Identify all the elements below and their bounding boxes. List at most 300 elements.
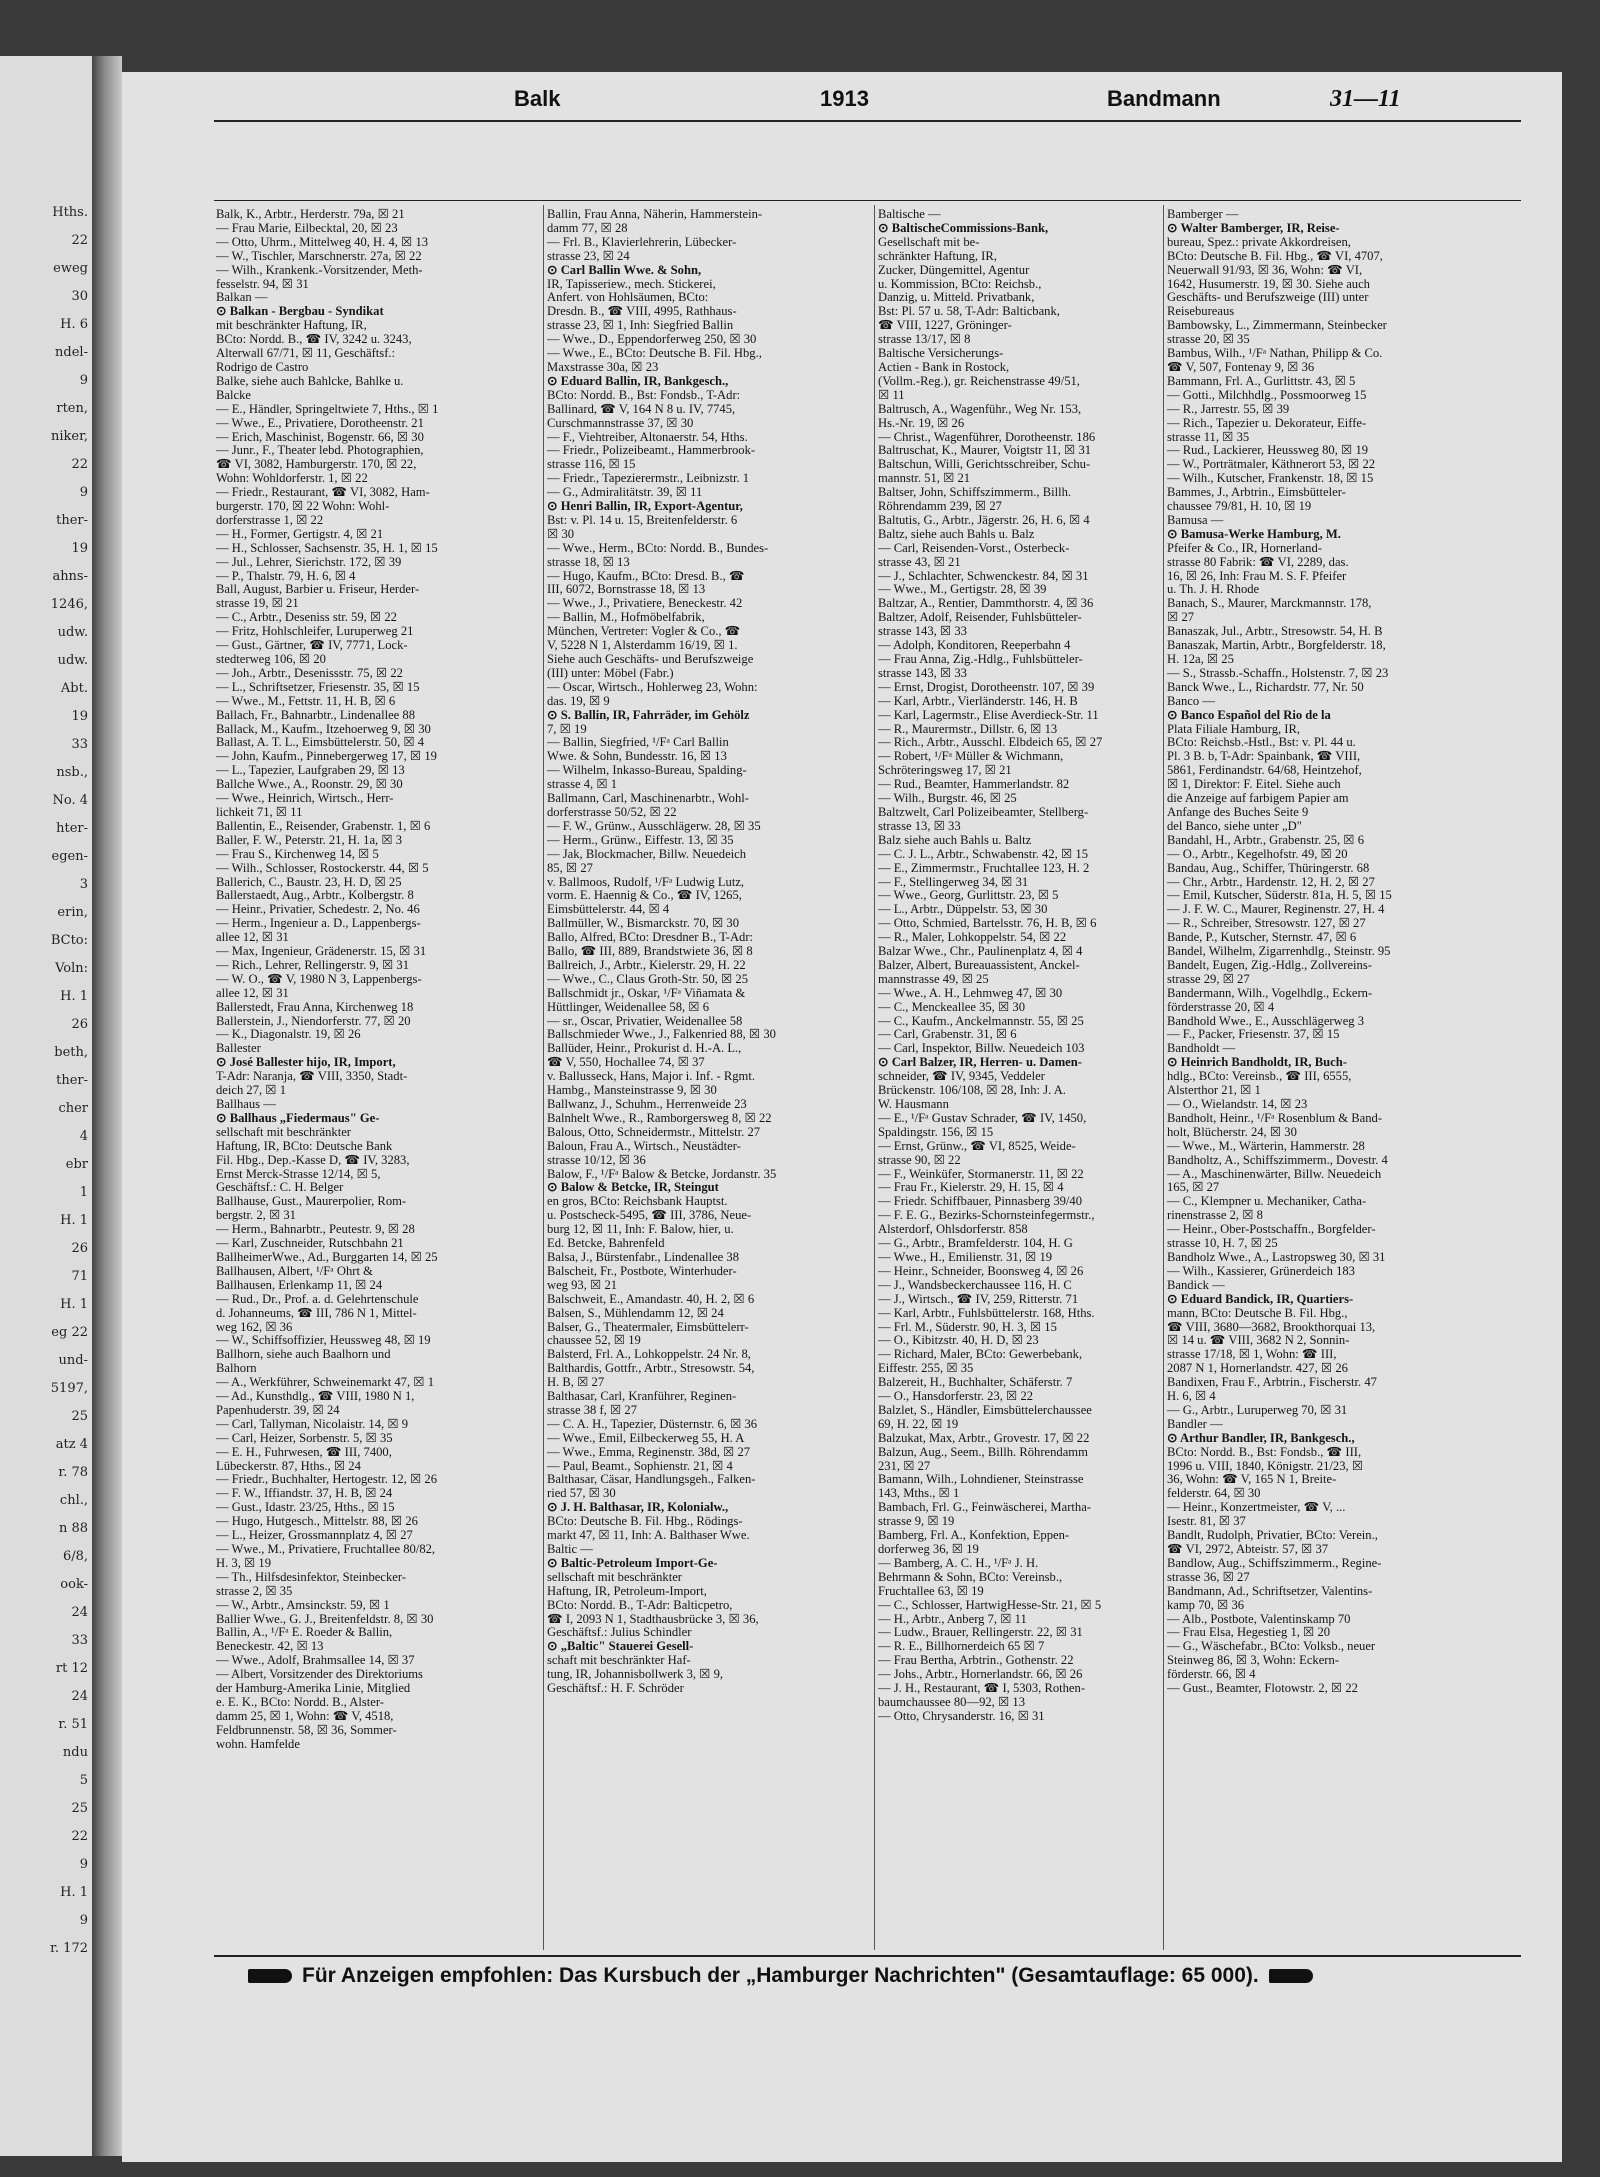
directory-entry-line: Plata Filiale Hamburg, IR, — [1167, 722, 1301, 736]
directory-entry-line: holt, Blücherstr. 24, ☒ 30 — [1167, 1125, 1297, 1139]
directory-entry-line: ⊙ J. H. Balthasar, IR, Kolonialw., — [547, 1501, 729, 1515]
directory-entry-line: mit beschränkter Haftung, IR, — [216, 319, 367, 333]
directory-entry-line: Rodrigo de Castro — [216, 360, 309, 374]
directory-entry-line: — Ad., Kunsthdlg., ☎ VIII, 1980 N 1, — [216, 1390, 415, 1404]
directory-entry-line: Geschäftsf.: C. H. Belger — [216, 1181, 344, 1195]
directory-entry-line: — Friedr., Polizeibeamt., Hammerbrook- — [547, 444, 756, 458]
directory-entry-line: markt 47, ☒ 11, Inh: A. Balthaser Wwe. — [547, 1529, 750, 1543]
left-page-fragment: 9 — [79, 1858, 88, 1872]
directory-entry-line: sellschaft mit beschränkter — [216, 1125, 351, 1139]
directory-entry-line: ⊙ Balkan - Bergbau - Syndikat — [216, 305, 384, 319]
directory-entry-line: en gros, BCto: Reichsbank Hauptst. — [547, 1195, 728, 1209]
directory-entry-line: ☒ 30 — [547, 527, 575, 541]
directory-entry-line: 36, Wohn: ☎ V, 165 N 1, Breite- — [1167, 1473, 1337, 1487]
directory-entry-line: Banco — — [1167, 694, 1215, 708]
directory-entry-line: BCto: Deutsche B. Fil. Hbg., ☎ VI, 4707, — [1167, 249, 1383, 263]
directory-entry-line: — C. J. L., Arbtr., Schwabenstr. 42, ☒ 15 — [878, 847, 1088, 861]
directory-entry-line: — Frau Fr., Kielerstr. 29, H. 15, ☒ 4 — [878, 1181, 1064, 1195]
left-page-fragment: 33 — [71, 1634, 88, 1648]
directory-entry-line: — Wwe., E., Privatiere, Dorotheenstr. 21 — [216, 416, 424, 430]
book-gutter — [92, 56, 122, 2156]
directory-entry-line: 69, H. 22, ☒ 19 — [878, 1417, 959, 1431]
directory-entry-line: Behrmann & Sohn, BCto: Vereinsb., — [878, 1570, 1063, 1584]
directory-entry-line: — Wilh., Burgstr. 46, ☒ 25 — [878, 792, 1017, 806]
left-page-fragment: 19 — [71, 710, 88, 724]
directory-entry-line: Ballin, Frau Anna, Näherin, Hammerstein- — [547, 208, 763, 221]
column-divider — [1163, 205, 1164, 1950]
left-page-fragment: niker, — [50, 430, 88, 444]
directory-entry-line: strasse 143, ☒ 33 — [878, 666, 967, 680]
directory-entry-line: H. 12a, ☒ 25 — [1167, 653, 1234, 666]
directory-entry-line: — Alb., Postbote, Valentinskamp 70 — [1167, 1612, 1351, 1626]
directory-entry-line: — Wwe., H., Emilienstr. 31, ☒ 19 — [878, 1250, 1053, 1264]
directory-entry-line: — Herm., Ingenieur a. D., Lappenbergs- — [216, 917, 421, 931]
directory-entry-line: strasse 116, ☒ 15 — [547, 458, 636, 472]
directory-entry-line: baumchaussee 80—92, ☒ 13 — [878, 1695, 1025, 1709]
directory-entry-line: Baltruschat, K., Maurer, Voigtstr 11, ☒ 31 — [878, 444, 1092, 458]
left-page-fragment: ebr — [65, 1158, 88, 1172]
directory-entry-line: Bamberger — — [1167, 208, 1239, 221]
directory-entry-line: — Frau Anna, Zig.-Hdlg., Fuhlsbütteler- — [878, 653, 1083, 666]
directory-entry-line: Bandel, Wilhelm, Zigarrenhdlg., Steinstr. 95 — [1167, 945, 1391, 959]
directory-entry-line: — Frl. M., Süderstr. 90, H. 3, ☒ 15 — [878, 1320, 1057, 1334]
directory-entry-line: Bandick — — [1167, 1278, 1225, 1292]
directory-entry-line: Baltutis, G., Arbtr., Jägerstr. 26, H. 6, ☒ 4 — [878, 513, 1090, 527]
directory-entry-line: strasse 80 Fabrik: ☎ VI, 2289, das. — [1167, 555, 1349, 569]
directory-entry-line: förderstr. 66, ☒ 4 — [1167, 1668, 1256, 1682]
directory-entry-line: — Paul, Beamt., Sophienstr. 21, ☒ 4 — [547, 1459, 733, 1473]
directory-entry-line: ⊙ Ballhaus „Fiedermaus" Ge- — [216, 1111, 380, 1125]
directory-entry-line: — Karl, Arbtr., Vierländerstr. 146, H. B — [878, 694, 1078, 708]
directory-entry-line: stedterweg 106, ☒ 20 — [216, 653, 326, 666]
directory-entry-line: — Wilh., Schlosser, Rostockerstr. 44, ☒ 5 — [216, 861, 429, 875]
directory-entry-line: Baltzwelt, Carl Polizeibeamter, Stellberg- — [878, 805, 1089, 819]
directory-entry-line: — Johs., Arbtr., Hornerlandstr. 66, ☒ 26 — [878, 1668, 1083, 1682]
directory-entry-line: Ballast, A. T. L., Eimsbüttelerstr. 50, ☒ 4 — [216, 736, 425, 750]
directory-entry-line: Actien - Bank in Rostock, — [878, 360, 1010, 374]
directory-entry-line: — F. E. G., Bezirks-Schornsteinfegermstr., — [878, 1209, 1095, 1223]
directory-entry-line: — Rud., Beamter, Hammerlandstr. 82 — [878, 778, 1070, 792]
directory-entry-line: Ballo, ☎ III, 889, Brandstwiete 36, ☒ 8 — [547, 945, 753, 959]
directory-entry-line: 85, ☒ 27 — [547, 861, 593, 875]
directory-entry-line: damm 77, ☒ 28 — [547, 221, 628, 235]
directory-entry-line: burgerstr. 170, ☒ 22 Wohn: Wohl- — [216, 500, 390, 514]
directory-entry-line: del Banco, siehe unter „D" — [1167, 819, 1302, 833]
directory-entry-line: — E., Zimmermstr., Fruchtallee 123, H. 2 — [878, 861, 1090, 875]
directory-entry-line: Maxstrasse 30a, ☒ 23 — [547, 360, 659, 374]
running-head-year: 1913 — [820, 86, 869, 111]
directory-entry-line: Alsterdorf, Ohlsdorferstr. 858 — [878, 1223, 1028, 1237]
left-page-fragment: H. 1 — [60, 990, 88, 1004]
directory-entry-line: Balow, F., ¹/Fᵃ Balow & Betcke, Jordanstr. 35 — [547, 1167, 777, 1181]
directory-entry-line: 1642, Husumerstr. 19, ☒ 30. Siehe auch — [1167, 277, 1370, 291]
directory-entry-line: 5861, Ferdinandstr. 64/68, Heintzehof, — [1167, 764, 1362, 778]
directory-entry-line: Ballack, M., Kaufm., Itzehoerweg 9, ☒ 30 — [216, 722, 431, 736]
directory-entry-line: Balke, siehe auch Bahlcke, Bahlke u. — [216, 374, 404, 388]
directory-entry-line: München, Vertreter: Vogler & Co., ☎ — [547, 625, 741, 639]
directory-entry-line: e. E. K., BCto: Nordd. B., Alster- — [216, 1695, 385, 1709]
directory-entry-line: Alterwall 67/71, ☒ 11, Geschäftsf.: — [216, 347, 396, 361]
directory-entry-line: Ballhaus — — [216, 1098, 276, 1111]
directory-entry-line: — Hugo, Hutgesch., Mittelstr. 88, ☒ 26 — [216, 1515, 418, 1529]
directory-entry-line: strasse 10, H. 7, ☒ 25 — [1167, 1237, 1278, 1251]
directory-entry-line: BCto: Nordd. B., Bst: Fondsb., ☎ III, — [1167, 1445, 1362, 1459]
directory-entry-line: — Friedr. Schiffbauer, Pinnasberg 39/40 — [878, 1195, 1083, 1209]
directory-entry-line: schränkter Haftung, IR, — [878, 249, 997, 263]
directory-entry-line: — Rich., Tapezier u. Dekorateur, Eiffe- — [1167, 416, 1367, 430]
directory-entry-line: — Chr., Arbtr., Hardenstr. 12, H. 2, ☒ 27 — [1167, 875, 1375, 889]
left-page-fragment: ther- — [56, 514, 88, 528]
directory-entry-line: strasse 90, ☒ 22 — [878, 1153, 961, 1167]
left-page-fragment: n 88 — [58, 1522, 88, 1536]
directory-entry-line: W. Hausmann — [878, 1098, 949, 1111]
directory-entry-line: — Fritz, Hohlschleifer, Luruperweg 21 — [216, 625, 414, 639]
directory-entry-line: — Carl, Grabenstr. 31, ☒ 6 — [878, 1028, 1017, 1042]
directory-entry-line: allee 12, ☒ 31 — [216, 931, 289, 945]
directory-entry-line: Wohn: Wohldorferstr. 1, ☒ 22 — [216, 472, 368, 486]
directory-entry-line: lichkeit 71, ☒ 11 — [216, 805, 303, 819]
directory-entry-line: 143, Mths., ☒ 1 — [878, 1487, 960, 1501]
directory-entry-line: — W., Arbtr., Amsinckstr. 59, ☒ 1 — [216, 1598, 390, 1612]
directory-entry-line: Baller, F. W., Peterstr. 21, H. 1a, ☒ 3 — [216, 833, 403, 847]
directory-entry-line: strasse 23, ☒ 1, Inh: Siegfried Ballin — [547, 319, 734, 333]
directory-entry-line: — L., Heizer, Grossmannplatz 4, ☒ 27 — [216, 1529, 413, 1543]
directory-entry-line: strasse 38 f, ☒ 27 — [547, 1403, 637, 1417]
directory-entry-line: ☎ V, 507, Fontenay 9, ☒ 36 — [1167, 360, 1315, 374]
directory-entry-line: — Rud., Dr., Prof. a. d. Gelehrtenschule — [216, 1292, 419, 1306]
directory-entry-line: strasse 23, ☒ 24 — [547, 249, 630, 263]
left-page-fragment: 5 — [79, 1774, 88, 1788]
directory-entry-line: Balsa, J., Bürstenfabr., Lindenallee 38 — [547, 1250, 740, 1264]
directory-entry-line: Anfert. von Hohlsäumen, BCto: — [547, 291, 709, 305]
left-page-fragment: 24 — [71, 1690, 88, 1704]
directory-entry-line: Bandixen, Frau F., Arbtrin., Fischerstr. 47 — [1167, 1376, 1377, 1390]
directory-entry-line: — Rich., Lehrer, Rellingerstr. 9, ☒ 31 — [216, 958, 410, 972]
directory-entry-line: ⊙ BaltischeCommissions-Bank, — [878, 221, 1049, 235]
directory-entry-line: — Wwe., Georg, Gurlittstr. 23, ☒ 5 — [878, 889, 1059, 903]
directory-entry-line: Bandler — — [1167, 1417, 1223, 1431]
directory-entry-line: — Carl, Reisenden-Vorst., Osterbeck- — [878, 541, 1070, 555]
directory-entry-line: — C., Klempner u. Mechaniker, Catha- — [1167, 1195, 1367, 1209]
directory-entry-line: 1996 u. VIII, 1840, Königstr. 21/23, ☒ — [1167, 1459, 1364, 1473]
directory-entry-line: — O., Hansdorferstr. 23, ☒ 22 — [878, 1390, 1034, 1404]
directory-entry-line: sellschaft mit beschränkter — [547, 1570, 682, 1584]
directory-entry-line: Ballhausen, Erlenkamp 11, ☒ 24 — [216, 1278, 383, 1292]
directory-entry-line: — C., Schlosser, HartwigHesse-Str. 21, ☒ 5 — [878, 1598, 1102, 1612]
directory-entry-line: — Wwe., Heinrich, Wirtsch., Herr- — [216, 792, 394, 806]
directory-entry-line: 7, ☒ 19 — [547, 722, 587, 736]
directory-entry-line: — A., Werkführer, Schweinemarkt 47, ☒ 1 — [216, 1376, 434, 1390]
left-page-fragment: r. 78 — [58, 1466, 88, 1480]
directory-entry-line: dorferstrasse 1, ☒ 22 — [216, 513, 324, 527]
directory-entry-line: d. Johanneums, ☎ III, 786 N 1, Mittel- — [216, 1306, 417, 1320]
directory-entry-line: — R., Maurermstr., Dillstr. 6, ☒ 13 — [878, 722, 1058, 736]
directory-entry-line: — Wwe., Emma, Reginenstr. 38d, ☒ 27 — [547, 1445, 751, 1459]
left-page-fragment: 22 — [71, 1830, 88, 1844]
directory-entry-line: BCto: Nordd. B., Bst: Fondsb., T-Adr: — [547, 388, 741, 402]
left-page-fragment: ndu — [62, 1746, 88, 1760]
directory-entry-line: Baltzar, A., Rentier, Dammthorstr. 4, ☒ 36 — [878, 597, 1094, 611]
directory-entry-line: ☎ V, 550, Hochallee 74, ☒ 37 — [547, 1056, 705, 1070]
directory-entry-line: — H., Former, Gertigstr. 4, ☒ 21 — [216, 527, 384, 541]
directory-entry-line: u. Th. J. H. Rhode — [1167, 583, 1260, 597]
left-page-fragment: r. 51 — [58, 1718, 88, 1732]
directory-entry-line: — L., Schriftsetzer, Friesenstr. 35, ☒ 15 — [216, 680, 420, 694]
left-page-fragment: 6/8, — [62, 1550, 88, 1564]
directory-entry-line: weg 162, ☒ 36 — [216, 1320, 293, 1334]
directory-entry-line: ⊙ Walter Bamberger, IR, Reise- — [1167, 221, 1340, 235]
directory-entry-line: Feldbrunnenstr. 58, ☒ 36, Sommer- — [216, 1723, 397, 1737]
directory-entry-line: Balzereit, H., Buchhalter, Schäferstr. 7 — [878, 1376, 1073, 1390]
directory-entry-line: Steinweg 86, ☒ 3, Wohn: Eckern- — [1167, 1654, 1339, 1668]
directory-entry-line: — R. E., Billhornerdeich 65 ☒ 7 — [878, 1640, 1045, 1654]
directory-entry-line: — Otto, Uhrm., Mittelweg 40, H. 4, ☒ 13 — [216, 235, 429, 249]
directory-entry-line: Ballentin, E., Reisender, Grabenstr. 1, ☒ 6 — [216, 819, 431, 833]
directory-entry-line: Balscheit, Fr., Postbote, Winterhuder- — [547, 1264, 737, 1278]
left-page-fragment: chl., — [59, 1494, 88, 1508]
directory-entry-line: hdlg., BCto: Vereinsb., ☎ III, 6555, — [1167, 1070, 1352, 1084]
directory-entry-line: Papenhuderstr. 39, ☒ 24 — [216, 1403, 340, 1417]
directory-entry-line: Röhrendamm 239, ☒ 27 — [878, 500, 1002, 514]
directory-entry-line: — Wwe., J., Privatiere, Beneckestr. 42 — [547, 597, 743, 611]
directory-entry-line: ⊙ Eduard Ballin, IR, Bankgesch., — [547, 374, 729, 388]
directory-entry-line: — Heinr., Schneider, Boonsweg 4, ☒ 26 — [878, 1264, 1084, 1278]
directory-entry-line: Spaldingstr. 156, ☒ 15 — [878, 1125, 994, 1139]
directory-entry-line: — Gust., Gärtner, ☎ IV, 7771, Lock- — [216, 639, 408, 653]
directory-entry-line: — Wilh., Kassierer, Grünerdeich 183 — [1167, 1264, 1355, 1278]
directory-entry-line: Banaszak, Martin, Arbtr., Borgfelderstr. 18, — [1167, 639, 1386, 653]
directory-entry-line: Haftung, IR, Petroleum-Import, — [547, 1584, 707, 1598]
directory-entry-line: — Otto, Schmied, Bartelsstr. 76, H. B, ☒ 6 — [878, 917, 1097, 931]
left-page-fragment: eweg — [53, 262, 88, 276]
directory-entry-line: Bamberg, Frl. A., Konfektion, Eppen- — [878, 1529, 1070, 1543]
directory-entry-line: Ball, August, Barbier u. Friseur, Herder- — [216, 583, 420, 597]
directory-entry-line: — Th., Hilfsdesinfektor, Steinbecker- — [216, 1570, 406, 1584]
directory-entry-line: Bst: v. Pl. 14 u. 15, Breitenfelderstr. 6 — [547, 513, 738, 527]
directory-entry-line: — Rud., Lackierer, Heussweg 80, ☒ 19 — [1167, 444, 1369, 458]
directory-entry-line: Ballach, Fr., Bahnarbtr., Lindenallee 88 — [216, 708, 415, 722]
left-page-fragment: ndel- — [55, 346, 88, 360]
directory-entry-line: Zucker, Düngemittel, Agentur — [878, 263, 1030, 277]
left-page-fragment: 33 — [71, 738, 88, 752]
directory-entry-line: — Frau S., Kirchenweg 14, ☒ 5 — [216, 847, 379, 861]
directory-entry-line: — Joh., Arbtr., Desenissstr. 75, ☒ 22 — [216, 666, 403, 680]
directory-entry-line: schaft mit beschränkter Haf- — [547, 1654, 691, 1668]
column-divider — [543, 205, 544, 1950]
directory-entry-line: Pl. 3 B. b, T-Adr: Spainbank, ☎ VIII, — [1167, 750, 1361, 764]
directory-entry-line: strasse 143, ☒ 33 — [878, 625, 967, 639]
directory-entry-line: — W., Schiffsoffizier, Heussweg 48, ☒ 19 — [216, 1334, 431, 1348]
left-page-fragment: ook- — [60, 1578, 88, 1592]
directory-entry-line: Balser, G., Theatermaler, Eimsbüttelerr- — [547, 1320, 749, 1334]
directory-entry-line: T-Adr: Naranja, ☎ VIII, 3350, Stadt- — [216, 1070, 408, 1084]
directory-entry-line: Fruchtallee 63, ☒ 19 — [878, 1584, 984, 1598]
directory-entry-line: — S., Strassb.-Schaffn., Holstenstr. 7, ☒ 23 — [1167, 666, 1389, 680]
left-page-fragment: udw. — [57, 654, 88, 668]
directory-entry-line: Bandermann, Wilh., Vogelhdlg., Eckern- — [1167, 986, 1373, 1000]
left-page-fragment: 26 — [71, 1242, 88, 1256]
directory-entry-line: mannstrasse 49, ☒ 25 — [878, 972, 989, 986]
left-page-fragment: 9 — [79, 1914, 88, 1928]
directory-entry-line: — F., Packer, Friesenstr. 37, ☒ 15 — [1167, 1028, 1340, 1042]
directory-entry-line: ☎ VI, 3082, Hamburgerstr. 170, ☒ 22, — [216, 458, 417, 472]
directory-entry-line: — F., Viehtreiber, Altonaerstr. 54, Hths. — [547, 430, 748, 444]
directory-entry-line: Geschäftsf.: H. F. Schröder — [547, 1682, 684, 1696]
directory-entry-line: deich 27, ☒ 1 — [216, 1084, 287, 1098]
directory-entry-line: Balsen, S., Mühlendamm 12, ☒ 24 — [547, 1306, 724, 1320]
directory-entry-line: BCto: Deutsche B. Fil. Hbg., Rödings- — [547, 1515, 743, 1529]
directory-entry-line: Ballhorn, siehe auch Baalhorn und — [216, 1348, 391, 1362]
pointing-hand-icon — [1269, 1969, 1313, 1983]
directory-entry-line: BCto: Nordd. B., ☎ IV, 3242 u. 3243, — [216, 333, 412, 347]
directory-entry-line: das. 19, ☒ 9 — [547, 694, 610, 708]
directory-entry-line: förderstrasse 20, ☒ 4 — [1167, 1000, 1275, 1014]
directory-entry-line: — L., Arbtr., Düppelstr. 53, ☒ 30 — [878, 903, 1048, 917]
directory-entry-line: ⊙ Bamusa-Werke Hamburg, M. — [1167, 527, 1341, 541]
directory-entry-line: ⊙ Balow & Betcke, IR, Steingut — [547, 1181, 719, 1195]
directory-entry-line: strasse 18, ☒ 13 — [547, 555, 630, 569]
directory-entry-line: Haftung, IR, BCto: Deutsche Bank — [216, 1139, 393, 1153]
directory-entry-line: Baltzer, Adolf, Reisender, Fuhlsbütteler- — [878, 611, 1082, 625]
directory-entry-line: ☒ 11 — [878, 388, 905, 402]
directory-entry-line: — Heinr., Ober-Postschaffn., Borgfelder- — [1167, 1223, 1376, 1237]
directory-entry-line: — Carl, Inspektor, Billw. Neuedeich 103 — [878, 1042, 1085, 1056]
left-page-fragment: und- — [58, 1354, 88, 1368]
directory-entry-line: ⊙ Carl Balzer, IR, Herren- u. Damen- — [878, 1056, 1082, 1070]
directory-entry-line: — Wwe., M., Gertigstr. 28, ☒ 39 — [878, 583, 1047, 597]
directory-entry-line: — Herm., Grünw., Eiffestr. 13, ☒ 35 — [547, 833, 734, 847]
directory-entry-line: ☎ I, 2093 N 1, Stadthausbrücke 3, ☒ 36, — [547, 1612, 759, 1626]
directory-entry-line: fesselstr. 94, ☒ 31 — [216, 277, 309, 291]
directory-entry-line: — Frau Marie, Eilbecktal, 20, ☒ 23 — [216, 221, 398, 235]
directory-entry-line: Ed. Betcke, Bahrenfeld — [547, 1237, 665, 1251]
directory-entry-line: — Wwe., A. H., Lehmweg 47, ☒ 30 — [878, 986, 1063, 1000]
directory-entry-line: ⊙ Banco Español del Rio de la — [1167, 708, 1331, 722]
directory-entry-line: u. Kommission, BCto: Reichsb., — [878, 277, 1042, 291]
directory-entry-line: Ballerstein, J., Niendorferstr. 77, ☒ 20 — [216, 1014, 411, 1028]
left-page-fragment: 22 — [71, 234, 88, 248]
directory-entry-line: Ballhause, Gust., Maurerpolier, Rom- — [216, 1195, 407, 1209]
directory-entry-line: u. Postscheck-5495, ☎ III, 3786, Neue- — [547, 1209, 752, 1223]
directory-entry-line: Bambowsky, L., Zimmermann, Steinbecker — [1167, 319, 1387, 333]
directory-entry-line: ⊙ Arthur Bandler, IR, Bankgesch., — [1167, 1431, 1355, 1445]
directory-entry-line: III, 6072, Bornstrasse 18, ☒ 13 — [547, 583, 706, 597]
footer-advert-text: Für Anzeigen empfohlen: Das Kursbuch der „Hamburger Nachrichten" (Gesamtauflage: 65 000). — [302, 1964, 1259, 1987]
directory-entry-line: burg 12, ☒ 11, Inh: F. Balow, hier, u. — [547, 1223, 734, 1237]
directory-entry-line: — Wilh., Krankenk.-Vorsitzender, Meth- — [216, 263, 423, 277]
directory-entry-line: Geschäftsf.: Julius Schindler — [547, 1626, 692, 1640]
left-page-fragment: udw. — [57, 626, 88, 640]
directory-entry-line: schneider, ☎ IV, 9345, Veddeler — [878, 1070, 1045, 1084]
directory-entry-line: — Wwe., E., BCto: Deutsche B. Fil. Hbg., — [547, 347, 762, 361]
left-page-fragment: Abt. — [60, 682, 88, 696]
directory-entry-line: Bande, P., Kutscher, Sternstr. 47, ☒ 6 — [1167, 931, 1357, 945]
directory-entry-line: H. B, ☒ 27 — [547, 1376, 605, 1390]
directory-entry-line: — G., Arbtr., Bramfelderstr. 104, H. G — [878, 1237, 1073, 1251]
directory-entry-line: — W. O., ☎ V, 1980 N 3, Lappenbergs- — [216, 972, 422, 986]
footer-advert — [238, 1964, 1518, 1998]
directory-entry-line: — Frau Bertha, Arbtrin., Gothenstr. 22 — [878, 1654, 1074, 1668]
directory-entry-line: Balkan — — [216, 291, 268, 305]
directory-entry-line: Ballmann, Carl, Maschinenarbtr., Wohl- — [547, 792, 749, 806]
directory-entry-line: Anfange des Buches Seite 9 — [1167, 805, 1309, 819]
directory-entry-line: Baltz, siehe auch Bahls u. Balz — [878, 527, 1035, 541]
directory-entry-line: Balcke — [216, 388, 251, 402]
directory-entry-line: Bandelt, Eugen, Zig.-Hdlg., Zollvereins- — [1167, 958, 1372, 972]
directory-entry-line: — Wwe., M., Fettstr. 11, H. B, ☒ 6 — [216, 694, 396, 708]
left-page-fragment: eg 22 — [51, 1326, 88, 1340]
directory-entry-line: Balzun, Aug., Seem., Billh. Röhrendamm — [878, 1445, 1088, 1459]
directory-entry-line: Ballo, Alfred, BCto: Dresdner B., T-Adr: — [547, 931, 754, 945]
directory-entry-line: — Junr., F., Theater lebd. Photographien, — [216, 444, 424, 458]
directory-entry-line: Balthasar, Cäsar, Handlungsgeh., Falken- — [547, 1473, 756, 1487]
header-rule — [214, 120, 1521, 122]
directory-entry-line: Ballüder, Heinr., Prokurist d. H.-A. L., — [547, 1042, 742, 1056]
directory-entry-line: Fil. Hbg., Dep.-Kasse D, ☎ IV, 3283, — [216, 1153, 410, 1167]
directory-entry-line: — Wwe., D., Eppendorferweg 250, ☒ 30 — [547, 333, 757, 347]
directory-entry-line: Bandlt, Rudolph, Privatier, BCto: Verein., — [1167, 1529, 1378, 1543]
directory-entry-line: wohn. Hamfelde — [216, 1737, 300, 1751]
directory-entry-line: — C., Menckeallee 35, ☒ 30 — [878, 1000, 1025, 1014]
directory-entry-line: — Wwe., Adolf, Brahmsallee 14, ☒ 37 — [216, 1654, 415, 1668]
directory-entry-line: Ernst Merck-Strasse 12/14, ☒ 5, — [216, 1167, 381, 1181]
directory-entry-line: Bammann, Frl. A., Gurlittstr. 43, ☒ 5 — [1167, 374, 1356, 388]
directory-entry-line: Baltser, John, Schiffszimmerm., Billh. — [878, 486, 1072, 500]
directory-entry-line: — John, Kaufm., Pinnebergerweg 17, ☒ 19 — [216, 750, 437, 764]
directory-entry-line: H. 6, ☒ 4 — [1167, 1390, 1216, 1404]
left-page-fragment: rten, — [56, 402, 88, 416]
left-page-fragment: 26 — [71, 1018, 88, 1032]
directory-entry-line: chaussee 52, ☒ 19 — [547, 1334, 641, 1348]
directory-entry-line: — O., Arbtr., Kegelhofstr. 49, ☒ 20 — [1167, 847, 1348, 861]
running-head-first-entry: Balk — [514, 86, 561, 111]
directory-entry-line: Brückenstr. 106/108, ☒ 28, Inh: J. A. — [878, 1084, 1066, 1098]
directory-entry-line: — Ludw., Brauer, Rellingerstr. 22, ☒ 31 — [878, 1626, 1083, 1640]
directory-entry-line: Balthardis, Gottfr., Arbtr., Stresowstr. 54, — [547, 1362, 755, 1376]
directory-entry-line: strasse 43, ☒ 21 — [878, 555, 961, 569]
left-page-fragment: ther- — [56, 1074, 88, 1088]
directory-entry-line: — Robert, ¹/Fᵃ Müller & Wichmann, — [878, 750, 1064, 764]
left-page-fragment: hter- — [56, 822, 88, 836]
left-page-fragment: BCto: — [50, 934, 88, 948]
directory-entry-line: Eimsbüttelerstr. 44, ☒ 4 — [547, 903, 670, 917]
directory-entry-line: Bandmann, Ad., Schriftsetzer, Valentins- — [1167, 1584, 1373, 1598]
directory-entry-line: Geschäfts- und Berufszweige (III) unter — [1167, 291, 1369, 305]
directory-entry-line: Balschweit, E., Amandastr. 40, H. 2, ☒ 6 — [547, 1292, 755, 1306]
directory-entry-line: Ballche Wwe., A., Roonstr. 29, ☒ 30 — [216, 778, 403, 792]
directory-entry-line: Danzig, u. Mitteld. Privatbank, — [878, 291, 1035, 305]
directory-entry-line: ⊙ Henri Ballin, IR, Export-Agentur, — [547, 500, 743, 514]
directory-entry-line: tung, IR, Johannisbollwerk 3, ☒ 9, — [547, 1668, 724, 1682]
directory-entry-line: — J. F. W. C., Maurer, Reginenstr. 27, H. 4 — [1167, 903, 1385, 917]
directory-entry-line: — Ernst, Grünw., ☎ VI, 8525, Weide- — [878, 1139, 1076, 1153]
directory-entry-line: — Albert, Vorsitzender des Direktoriums — [216, 1668, 423, 1682]
directory-entry-line: — Rich., Arbtr., Ausschl. Elbdeich 65, ☒ 27 — [878, 736, 1103, 750]
directory-entry-line: ⊙ Baltic-Petroleum Import-Ge- — [547, 1556, 718, 1570]
directory-entry-line: — Friedr., Buchhalter, Hertogestr. 12, ☒ 26 — [216, 1473, 437, 1487]
left-page-fragment: No. 4 — [52, 794, 88, 808]
directory-entry-line: Baltschun, Willi, Gerichtsschreiber, Schu- — [878, 458, 1091, 472]
directory-entry-line: — E. H., Fuhrwesen, ☎ III, 7400, — [216, 1445, 392, 1459]
left-page-edge — [0, 56, 92, 2156]
directory-entry-line: — Emil, Kutscher, Süderstr. 81a, H. 5, ☒ 15 — [1167, 889, 1392, 903]
directory-entry-line: — Karl, Zuschneider, Rutschbahn 21 — [216, 1237, 404, 1251]
directory-entry-line: Ballschmidt jr., Oskar, ¹/Fᵃ Viñamata & — [547, 986, 746, 1000]
left-page-fragment: H. 1 — [60, 1214, 88, 1228]
directory-column-3 — [878, 208, 1200, 1950]
directory-entry-line: — R., Maler, Lohkoppelstr. 54, ☒ 22 — [878, 931, 1067, 945]
directory-entry-line: strasse 17/18, ☒ 1, Wohn: ☎ III, — [1167, 1348, 1337, 1362]
